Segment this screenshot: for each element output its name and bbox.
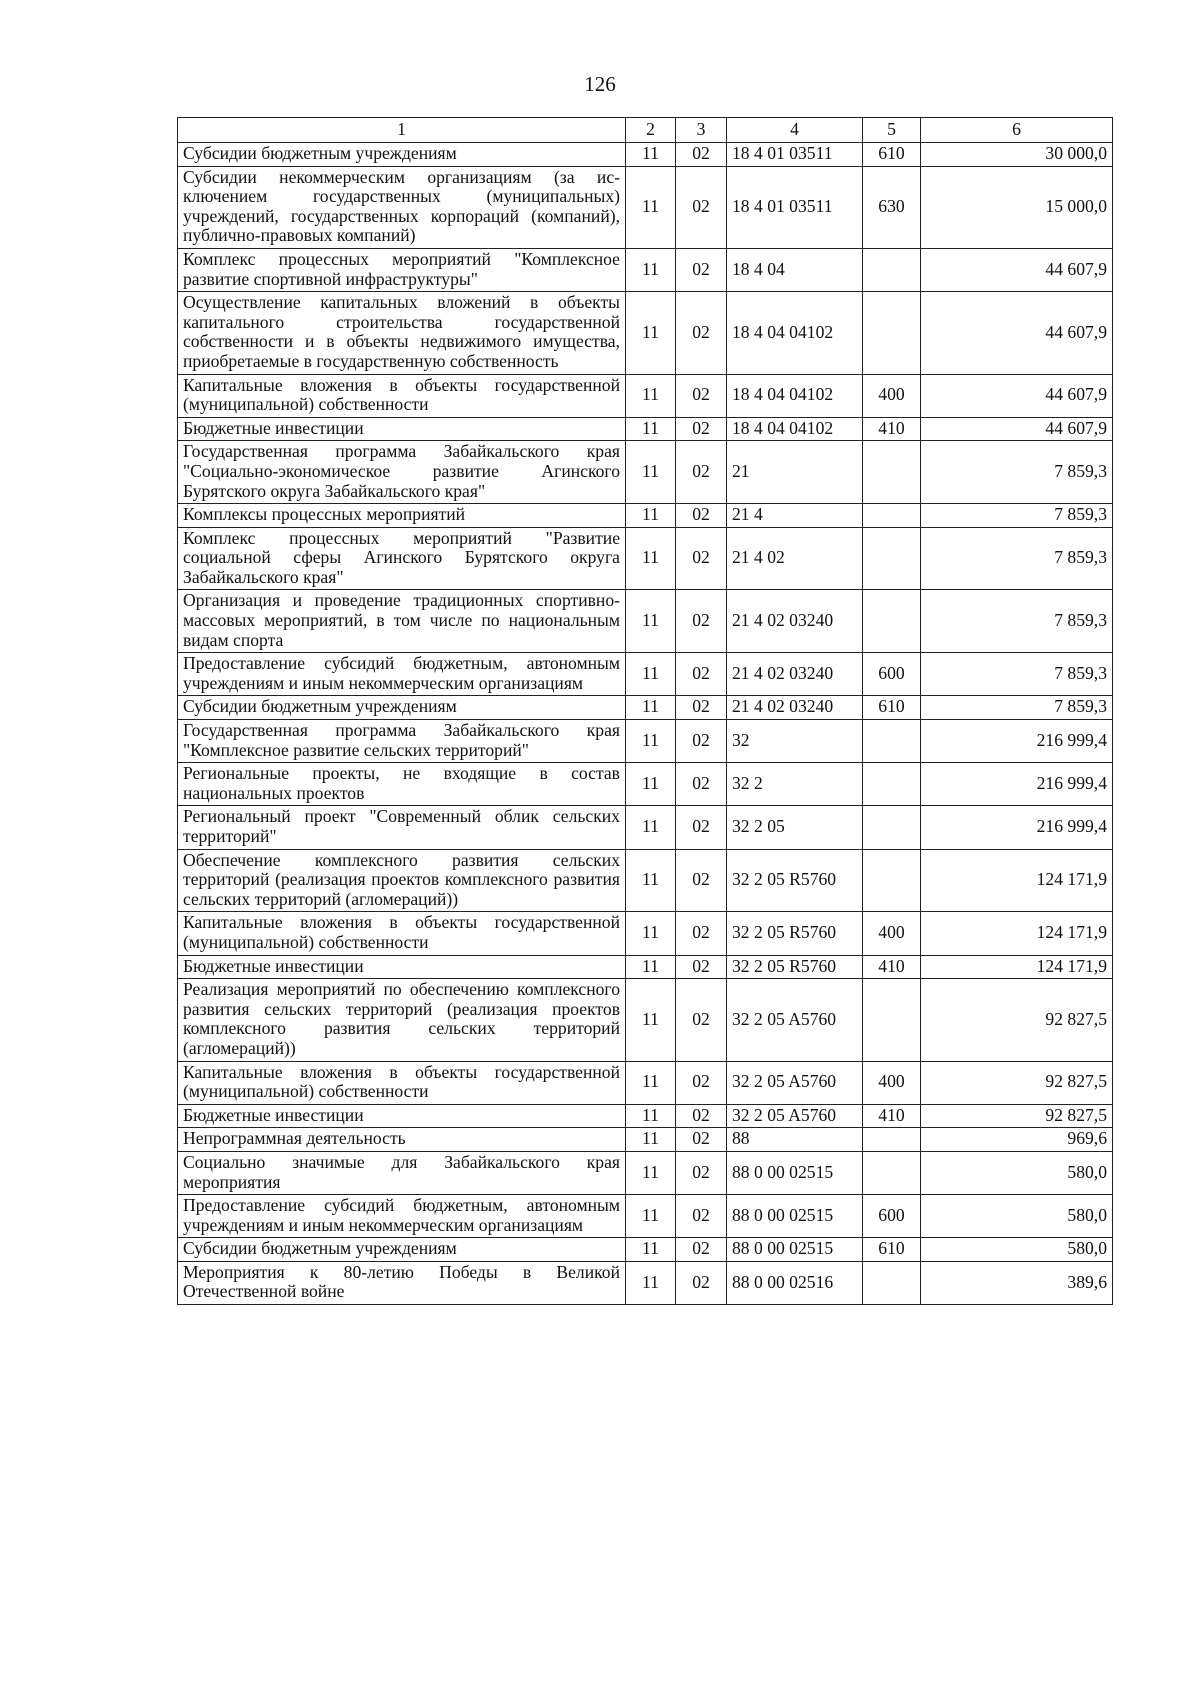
table-row [178, 1238, 1113, 1262]
table-row [178, 1151, 1113, 1194]
amount-cell: 30 000,0 [921, 143, 1113, 167]
subsection-cell: 02 [676, 1195, 727, 1238]
target-code-cell: 21 4 [727, 504, 863, 528]
subsection-cell: 02 [676, 504, 727, 528]
section-cell: 11 [626, 292, 676, 374]
row-name-cell: Социально значимые для Забайкальского края мероприятия [178, 1151, 626, 1194]
table-body [178, 143, 1113, 1305]
subsection-cell: 02 [676, 849, 727, 912]
subsection-cell: 02 [676, 979, 727, 1061]
row-name-cell: Обеспечение комплексного развития сельских территорий (реализация проектов комплексного развития сельских территорий (агломераций)) [178, 849, 626, 912]
table-row [178, 527, 1113, 590]
row-name-cell: Бюджетные инвестиции [178, 1104, 626, 1128]
target-code-cell: 32 2 05 R5760 [727, 912, 863, 955]
section-cell: 11 [626, 849, 676, 912]
table-row [178, 720, 1113, 763]
amount-cell: 7 859,3 [921, 696, 1113, 720]
target-code-cell: 32 2 05 R5760 [727, 849, 863, 912]
table-row [178, 590, 1113, 653]
target-code-cell: 32 2 [727, 763, 863, 806]
subsection-cell: 02 [676, 1151, 727, 1194]
target-code-cell: 18 4 01 03511 [727, 166, 863, 248]
row-name-cell: Региональный проект "Современный облик сельских территорий" [178, 806, 626, 849]
section-cell: 11 [626, 143, 676, 167]
row-name-cell: Региональные проекты, не входящие в состав национальных проектов [178, 763, 626, 806]
target-code-cell: 88 0 00 02516 [727, 1261, 863, 1304]
amount-cell: 389,6 [921, 1261, 1113, 1304]
subsection-cell: 02 [676, 1261, 727, 1304]
table-row [178, 1195, 1113, 1238]
row-name-cell: Бюджетные инвестиции [178, 417, 626, 441]
amount-cell: 44 607,9 [921, 417, 1113, 441]
target-code-cell: 21 4 02 [727, 527, 863, 590]
target-code-cell: 18 4 04 04102 [727, 292, 863, 374]
amount-cell: 580,0 [921, 1151, 1113, 1194]
subsection-cell: 02 [676, 590, 727, 653]
expense-type-cell [863, 292, 921, 374]
section-cell: 11 [626, 912, 676, 955]
row-name-cell: Комплексы процессных мероприятий [178, 504, 626, 528]
section-cell: 11 [626, 1238, 676, 1262]
table-row [178, 1128, 1113, 1152]
row-name-cell: Комплекс процессных мероприятий "Развитие социальной сферы Агинского Бурятского округа Забайкальского края" [178, 527, 626, 590]
target-code-cell: 32 2 05 A5760 [727, 979, 863, 1061]
target-code-cell: 18 4 04 04102 [727, 417, 863, 441]
amount-cell: 15 000,0 [921, 166, 1113, 248]
subsection-cell: 02 [676, 248, 727, 291]
expense-type-cell [863, 806, 921, 849]
expense-type-cell [863, 248, 921, 291]
amount-cell: 44 607,9 [921, 374, 1113, 417]
target-code-cell: 88 0 00 02515 [727, 1195, 863, 1238]
table-row [178, 806, 1113, 849]
row-name-cell: Государственная программа Забайкальского края "Комплексное развитие сельских территорий" [178, 720, 626, 763]
section-cell: 11 [626, 504, 676, 528]
table-row [178, 1104, 1113, 1128]
section-cell: 11 [626, 955, 676, 979]
row-name-cell: Комплекс процессных мероприятий "Комплексное развитие спортивной инфраструктуры" [178, 248, 626, 291]
target-code-cell: 18 4 04 [727, 248, 863, 291]
expense-type-cell: 600 [863, 1195, 921, 1238]
row-name-cell: Предоставление субсидий бюджетным, автономным учреждениям и иным некоммерческим организациям [178, 653, 626, 696]
target-code-cell: 32 2 05 A5760 [727, 1104, 863, 1128]
row-name-cell: Субсидии бюджетным учреждениям [178, 1238, 626, 1262]
header-row [178, 118, 1113, 143]
subsection-cell: 02 [676, 912, 727, 955]
row-name-cell: Непрограммная деятельность [178, 1128, 626, 1152]
target-code-cell: 32 2 05 A5760 [727, 1061, 863, 1104]
section-cell: 11 [626, 1128, 676, 1152]
table-row [178, 417, 1113, 441]
target-code-cell: 88 0 00 02515 [727, 1238, 863, 1262]
header-cell: 4 [727, 118, 863, 143]
subsection-cell: 02 [676, 763, 727, 806]
row-name-cell: Реализация мероприятий по обеспечению комплексного развития сельских территорий (реализация проектов комплексного развития сельских территорий (агломераций)) [178, 979, 626, 1061]
row-name-cell: Государственная программа Забайкальского края "Социально-экономическое развитие Агинского Бурятского округа Забайкальского края" [178, 441, 626, 504]
section-cell: 11 [626, 374, 676, 417]
section-cell: 11 [626, 417, 676, 441]
subsection-cell: 02 [676, 1061, 727, 1104]
table-row [178, 912, 1113, 955]
amount-cell: 124 171,9 [921, 955, 1113, 979]
table-row [178, 653, 1113, 696]
expense-type-cell: 610 [863, 696, 921, 720]
section-cell: 11 [626, 720, 676, 763]
amount-cell: 92 827,5 [921, 979, 1113, 1061]
table-row [178, 248, 1113, 291]
table-row [178, 955, 1113, 979]
header-cell: 5 [863, 118, 921, 143]
section-cell: 11 [626, 166, 676, 248]
section-cell: 11 [626, 696, 676, 720]
expense-type-cell [863, 590, 921, 653]
table-row [178, 1261, 1113, 1304]
expense-type-cell: 610 [863, 143, 921, 167]
subsection-cell: 02 [676, 696, 727, 720]
subsection-cell: 02 [676, 143, 727, 167]
section-cell: 11 [626, 1104, 676, 1128]
section-cell: 11 [626, 653, 676, 696]
subsection-cell: 02 [676, 1128, 727, 1152]
table-row [178, 979, 1113, 1061]
amount-cell: 216 999,4 [921, 720, 1113, 763]
subsection-cell: 02 [676, 166, 727, 248]
table-row [178, 849, 1113, 912]
subsection-cell: 02 [676, 720, 727, 763]
budget-table [177, 117, 1113, 1305]
expense-type-cell [863, 1128, 921, 1152]
expense-type-cell [863, 1151, 921, 1194]
row-name-cell: Субсидии некоммерческим организациям (за исключением государственных (муниципальных) учреждений, государственных корпораций (компаний), публично-правовых компаний) [178, 166, 626, 248]
expense-type-cell [863, 527, 921, 590]
page-number: 126 [584, 72, 616, 96]
row-name-cell: Бюджетные инвестиции [178, 955, 626, 979]
subsection-cell: 02 [676, 441, 727, 504]
target-code-cell: 21 4 02 03240 [727, 696, 863, 720]
target-code-cell: 21 4 02 03240 [727, 653, 863, 696]
target-code-cell: 32 [727, 720, 863, 763]
header-cell: 6 [921, 118, 1113, 143]
subsection-cell: 02 [676, 417, 727, 441]
expense-type-cell: 410 [863, 955, 921, 979]
expense-type-cell [863, 720, 921, 763]
table-row [178, 441, 1113, 504]
row-name-cell: Мероприятия к 80-летию Победы в Великой Отечественной войне [178, 1261, 626, 1304]
section-cell: 11 [626, 248, 676, 291]
subsection-cell: 02 [676, 374, 727, 417]
row-name-cell: Субсидии бюджетным учреждениям [178, 696, 626, 720]
header-cell: 1 [178, 118, 626, 143]
header-cell: 2 [626, 118, 676, 143]
expense-type-cell: 400 [863, 912, 921, 955]
table-row [178, 166, 1113, 248]
subsection-cell: 02 [676, 955, 727, 979]
table-row [178, 504, 1113, 528]
expense-type-cell: 400 [863, 1061, 921, 1104]
expense-type-cell [863, 504, 921, 528]
table-row [178, 696, 1113, 720]
amount-cell: 216 999,4 [921, 763, 1113, 806]
amount-cell: 580,0 [921, 1238, 1113, 1262]
amount-cell: 124 171,9 [921, 849, 1113, 912]
subsection-cell: 02 [676, 1104, 727, 1128]
amount-cell: 7 859,3 [921, 653, 1113, 696]
table-row [178, 374, 1113, 417]
amount-cell: 580,0 [921, 1195, 1113, 1238]
expense-type-cell [863, 849, 921, 912]
subsection-cell: 02 [676, 292, 727, 374]
row-name-cell: Капитальные вложения в объекты государственной (муниципальной) собственности [178, 374, 626, 417]
amount-cell: 44 607,9 [921, 292, 1113, 374]
table-row [178, 292, 1113, 374]
section-cell: 11 [626, 806, 676, 849]
expense-type-cell [863, 1261, 921, 1304]
target-code-cell: 21 [727, 441, 863, 504]
expense-type-cell: 400 [863, 374, 921, 417]
expense-type-cell [863, 441, 921, 504]
amount-cell: 216 999,4 [921, 806, 1113, 849]
row-name-cell: Осуществление капитальных вложений в объекты капитального строительства государственной собственности и в объекты недвижимого имущества, приобретаемые в государственную собственность [178, 292, 626, 374]
row-name-cell: Организация и проведение традиционных спортивно-массовых мероприятий, в том числе по национальным видам спорта [178, 590, 626, 653]
target-code-cell: 32 2 05 R5760 [727, 955, 863, 979]
subsection-cell: 02 [676, 653, 727, 696]
target-code-cell: 88 0 00 02515 [727, 1151, 863, 1194]
section-cell: 11 [626, 1061, 676, 1104]
section-cell: 11 [626, 763, 676, 806]
section-cell: 11 [626, 1261, 676, 1304]
section-cell: 11 [626, 590, 676, 653]
amount-cell: 7 859,3 [921, 504, 1113, 528]
section-cell: 11 [626, 1151, 676, 1194]
section-cell: 11 [626, 1195, 676, 1238]
table-row [178, 1061, 1113, 1104]
expense-type-cell: 600 [863, 653, 921, 696]
section-cell: 11 [626, 527, 676, 590]
target-code-cell: 21 4 02 03240 [727, 590, 863, 653]
table-row [178, 763, 1113, 806]
row-name-cell: Предоставление субсидий бюджетным, автономным учреждениям и иным некоммерческим организациям [178, 1195, 626, 1238]
target-code-cell: 32 2 05 [727, 806, 863, 849]
amount-cell: 92 827,5 [921, 1104, 1113, 1128]
amount-cell: 124 171,9 [921, 912, 1113, 955]
amount-cell: 969,6 [921, 1128, 1113, 1152]
expense-type-cell: 630 [863, 166, 921, 248]
header-cell: 3 [676, 118, 727, 143]
section-cell: 11 [626, 979, 676, 1061]
subsection-cell: 02 [676, 527, 727, 590]
expense-type-cell: 410 [863, 417, 921, 441]
amount-cell: 7 859,3 [921, 441, 1113, 504]
row-name-cell: Капитальные вложения в объекты государственной (муниципальной) собственности [178, 1061, 626, 1104]
expense-type-cell [863, 979, 921, 1061]
amount-cell: 44 607,9 [921, 248, 1113, 291]
amount-cell: 92 827,5 [921, 1061, 1113, 1104]
target-code-cell: 18 4 01 03511 [727, 143, 863, 167]
subsection-cell: 02 [676, 1238, 727, 1262]
target-code-cell: 18 4 04 04102 [727, 374, 863, 417]
table-row [178, 143, 1113, 167]
section-cell: 11 [626, 441, 676, 504]
expense-type-cell: 610 [863, 1238, 921, 1262]
expense-type-cell: 410 [863, 1104, 921, 1128]
amount-cell: 7 859,3 [921, 590, 1113, 653]
amount-cell: 7 859,3 [921, 527, 1113, 590]
target-code-cell: 88 [727, 1128, 863, 1152]
expense-type-cell [863, 763, 921, 806]
row-name-cell: Субсидии бюджетным учреждениям [178, 143, 626, 167]
subsection-cell: 02 [676, 806, 727, 849]
row-name-cell: Капитальные вложения в объекты государственной (муниципальной) собственности [178, 912, 626, 955]
